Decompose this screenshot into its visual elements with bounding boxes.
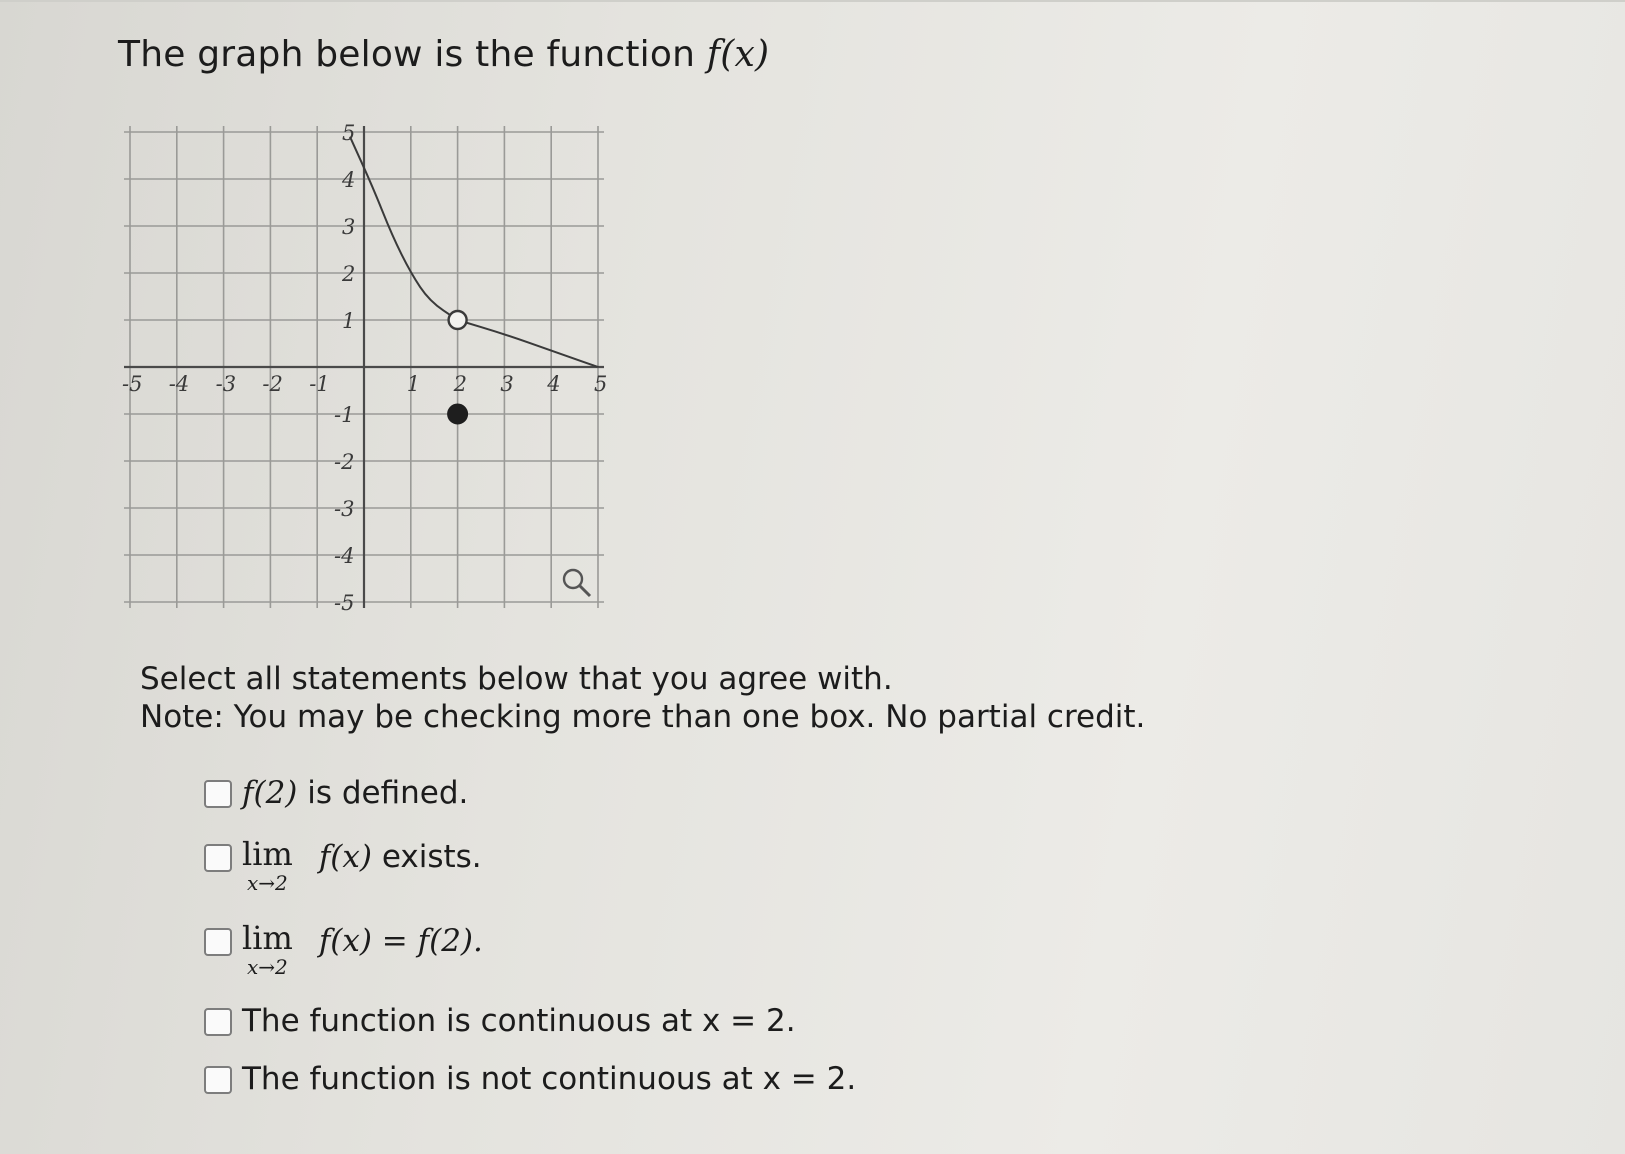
x-tick-label: -3 — [215, 372, 237, 396]
option-text: exists. — [381, 839, 482, 875]
option-f2-defined[interactable] — [204, 772, 468, 814]
option-limit-equals-value[interactable] — [204, 920, 483, 978]
checkbox[interactable] — [204, 780, 232, 808]
instructions-line-1: Select all statements below that you agree with. — [140, 661, 893, 697]
checkbox[interactable] — [204, 928, 232, 956]
checkbox[interactable] — [204, 844, 232, 872]
x-tick-label: -5 — [122, 372, 143, 396]
function-curve — [350, 137, 458, 320]
instructions — [140, 660, 1145, 736]
x-tick-label: -2 — [262, 372, 283, 396]
option-math: f(2) — [242, 775, 298, 811]
function-curve — [458, 320, 598, 367]
x-tick-label: 4 — [547, 372, 561, 396]
lim-subscript: x→2 — [247, 871, 288, 895]
top-border — [0, 0, 1625, 2]
option-continuous[interactable] — [204, 1000, 796, 1042]
x-tick-label: -1 — [309, 372, 330, 396]
filled-point — [448, 404, 468, 424]
y-tick-label: -5 — [334, 591, 355, 615]
graph-svg — [118, 118, 618, 628]
question-title-text: The graph below is the function — [118, 34, 696, 75]
x-tick-label: 1 — [406, 372, 421, 396]
y-tick-label: -4 — [334, 544, 355, 568]
limit-notation — [242, 836, 293, 894]
option-text: . — [473, 923, 483, 959]
limit-notation — [242, 920, 293, 978]
checkbox[interactable] — [204, 1008, 232, 1036]
option-text: The function is not continuous at x = 2. — [242, 1061, 857, 1097]
y-tick-label: -2 — [334, 450, 355, 474]
option-not-continuous[interactable] — [204, 1058, 856, 1100]
instructions-line-2: Note: You may be checking more than one box. No partial credit. — [140, 699, 1146, 735]
lim-word: lim — [242, 919, 293, 957]
x-tick-label: 5 — [594, 372, 608, 396]
y-tick-label: 1 — [342, 309, 356, 333]
function-notation: f(x) — [706, 34, 770, 75]
option-math: f(x) — [318, 839, 372, 875]
option-limit-exists[interactable] — [204, 836, 482, 894]
question-title — [118, 34, 769, 75]
option-text: is defined. — [307, 775, 469, 811]
magnifier-icon[interactable] — [564, 570, 590, 596]
function-graph — [118, 118, 618, 628]
y-tick-label: 2 — [342, 262, 356, 286]
option-math: f(x) = f(2) — [318, 923, 474, 959]
y-tick-label: 3 — [342, 215, 356, 239]
y-tick-label: -1 — [334, 403, 355, 427]
option-text: The function is continuous at x = 2. — [242, 1003, 796, 1039]
y-tick-label: 5 — [342, 121, 356, 145]
y-tick-label: 4 — [342, 168, 356, 192]
y-tick-label: -3 — [334, 497, 355, 521]
lim-word: lim — [242, 835, 293, 873]
checkbox[interactable] — [204, 1066, 232, 1094]
x-tick-label: 2 — [453, 372, 467, 396]
x-tick-label: -4 — [168, 372, 190, 396]
lim-subscript: x→2 — [247, 955, 288, 979]
x-tick-label: 3 — [500, 372, 514, 396]
open-point — [449, 311, 467, 329]
